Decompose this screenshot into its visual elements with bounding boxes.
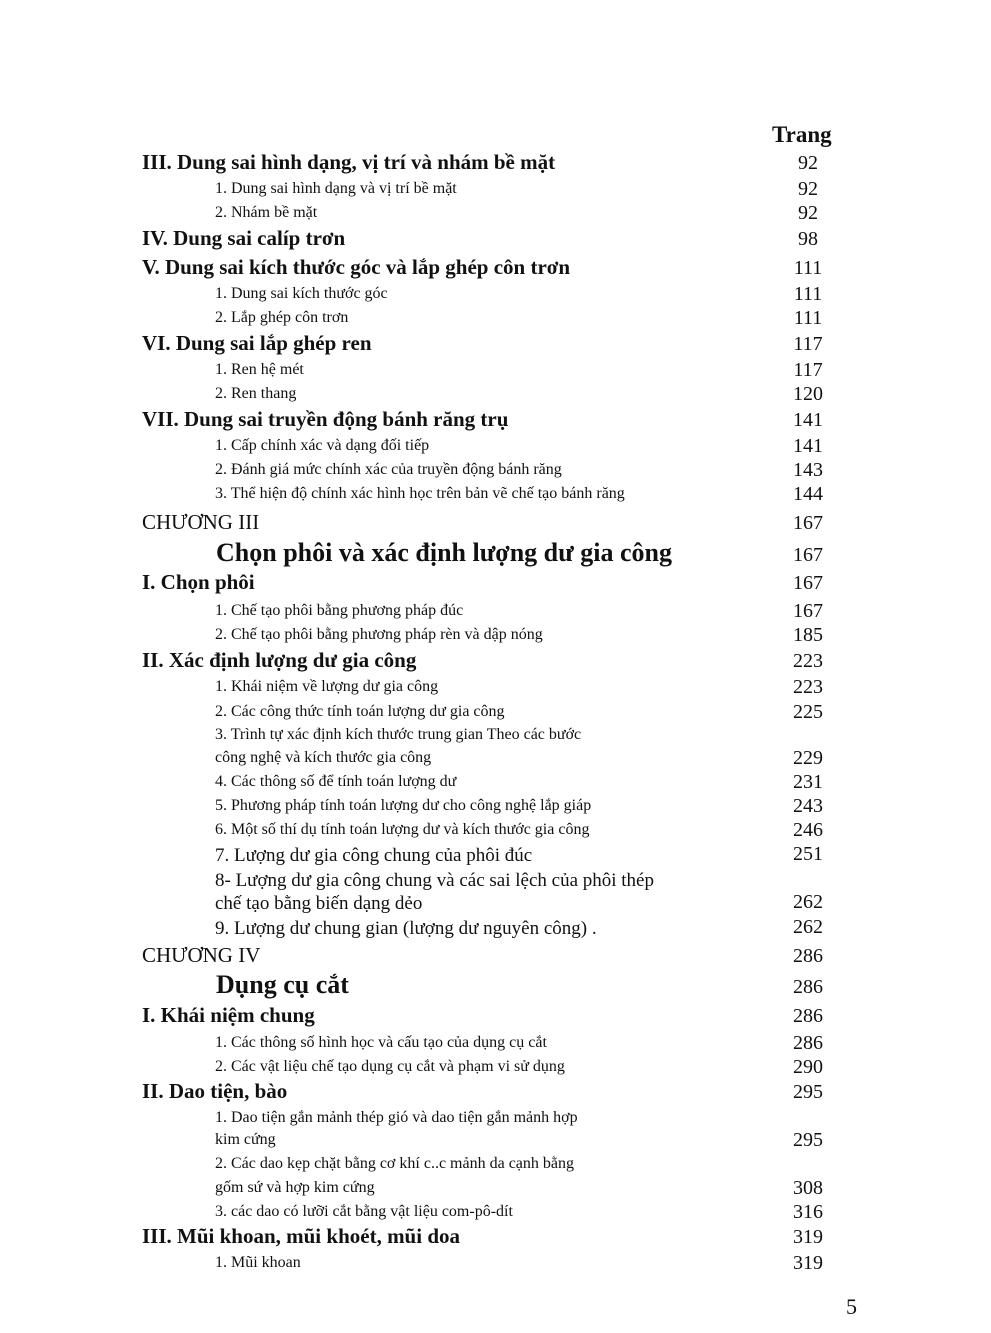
toc-entry-page: 111 bbox=[793, 257, 823, 279]
toc-entry-title: 1. Cấp chính xác và dạng đối tiếp bbox=[215, 437, 430, 454]
toc-entry-title: 2. Chế tạo phôi bằng phương pháp rèn và dập nóng bbox=[215, 626, 543, 643]
toc-entry-page: 92 bbox=[798, 178, 818, 200]
toc-page-header: Trang bbox=[772, 122, 832, 147]
toc-entry-title: 5. Phương pháp tính toán lượng dư cho công nghệ lắp giáp bbox=[215, 797, 592, 814]
toc-entry-title: Chọn phôi và xác định lượng dư gia công bbox=[216, 538, 672, 567]
toc-entry-title: 1. Dao tiện gắn mảnh thép gió và dao tiện gắn mảnh hợp bbox=[215, 1109, 578, 1126]
toc-entry-title: 2. Nhám bề mặt bbox=[215, 204, 318, 221]
toc-entry-title: Dụng cụ cắt bbox=[216, 970, 349, 999]
toc-entry-title: II. Dao tiện, bào bbox=[142, 1079, 288, 1103]
page-number: 5 bbox=[846, 1294, 857, 1319]
toc-entry-title: 6. Một số thí dụ tính toán lượng dư và kích thước gia công bbox=[215, 821, 590, 838]
toc-entry-page: 111 bbox=[793, 283, 823, 305]
toc-entry-title: II. Xác định lượng dư gia công bbox=[142, 648, 417, 672]
toc-entry-title: CHƯƠNG IV bbox=[142, 943, 261, 967]
toc-entry-title: 2. Các công thức tính toán lượng dư gia công bbox=[215, 703, 505, 720]
toc-entry-title: V. Dung sai kích thước góc và lắp ghép côn trơn bbox=[142, 255, 571, 279]
toc-entry-page: 319 bbox=[793, 1226, 823, 1248]
toc-entry-title: IV. Dung sai calíp trơn bbox=[142, 226, 346, 250]
toc-entry-title: I. Chọn phôi bbox=[142, 570, 255, 594]
toc-entry-title: 1. Dung sai hình dạng và vị trí bề mặt bbox=[215, 180, 457, 197]
toc-entry-page: 286 bbox=[793, 976, 823, 998]
toc-entry-page: 262 bbox=[793, 891, 823, 913]
toc-entry-page: 290 bbox=[793, 1056, 823, 1078]
toc-entry-title: 1. Chế tạo phôi bằng phương pháp đúc bbox=[215, 602, 464, 619]
toc-entry-title: 2. Đánh giá mức chính xác của truyền động bánh răng bbox=[215, 461, 562, 478]
toc-entry-title: 1. Khái niệm về lượng dư gia công bbox=[215, 678, 439, 695]
toc-entry-title: 2. Các vật liệu chế tạo dụng cụ cắt và phạm vi sử dụng bbox=[215, 1058, 565, 1075]
toc-entry-page: 141 bbox=[793, 409, 823, 431]
toc-entry-page: 295 bbox=[793, 1129, 823, 1151]
toc-entry-page: 185 bbox=[793, 624, 823, 646]
toc-entry-page: 98 bbox=[798, 228, 818, 250]
toc-entry-title: III. Mũi khoan, mũi khoét, mũi doa bbox=[142, 1224, 461, 1248]
toc-entry-title: công nghệ và kích thước gia công bbox=[215, 749, 432, 766]
toc-entry-page: 229 bbox=[793, 747, 823, 769]
toc-entry-page: 144 bbox=[793, 483, 823, 505]
toc-entry-page: 262 bbox=[793, 916, 823, 938]
toc-entry-title: VII. Dung sai truyền động bánh răng trụ bbox=[142, 407, 509, 431]
toc-entry-page: 246 bbox=[793, 819, 823, 841]
toc-entry-title: CHƯƠNG III bbox=[142, 510, 260, 534]
toc-entry-page: 111 bbox=[793, 307, 823, 329]
toc-entry-page: 223 bbox=[793, 650, 823, 672]
toc-entry-page: 117 bbox=[793, 359, 823, 381]
toc-entry-title: gốm sứ và hợp kim cứng bbox=[215, 1179, 375, 1196]
toc-entry-title: 8- Lượng dư gia công chung và các sai lệch của phôi thép bbox=[215, 870, 654, 891]
toc-entry-title: I. Khái niệm chung bbox=[142, 1003, 315, 1027]
toc-entry-title: 1. Các thông số hình học và cấu tạo của dụng cụ cắt bbox=[215, 1034, 547, 1051]
toc-entry-page: 243 bbox=[793, 795, 823, 817]
toc-entry-page: 316 bbox=[793, 1201, 823, 1223]
toc-entry-title: 2. Các dao kẹp chặt bằng cơ khí c..c mảnh da cạnh bằng bbox=[215, 1155, 574, 1172]
toc-entry-title: VI. Dung sai lắp ghép ren bbox=[142, 331, 372, 355]
toc-entry-title: 2. Ren thang bbox=[215, 385, 297, 402]
toc-entry-page: 319 bbox=[793, 1252, 823, 1274]
toc-entry-page: 225 bbox=[793, 701, 823, 723]
toc-entry-title: kim cứng bbox=[215, 1131, 276, 1148]
toc-entry-page: 231 bbox=[793, 771, 823, 793]
toc-entry-title: 3. Thể hiện độ chính xác hình học trên bản vẽ chế tạo bánh răng bbox=[215, 485, 625, 502]
toc-entry-page: 167 bbox=[793, 572, 823, 594]
toc-entry-title: 2. Lắp ghép côn trơn bbox=[215, 309, 349, 326]
toc-entry-page: 92 bbox=[798, 202, 818, 224]
toc-entry-page: 143 bbox=[793, 459, 823, 481]
toc-entry-page: 286 bbox=[793, 945, 823, 967]
toc-entry-page: 92 bbox=[798, 152, 818, 174]
toc-entry-title: 9. Lượng dư chung gian (lượng dư nguyên công) . bbox=[215, 918, 597, 939]
toc-entry-page: 308 bbox=[793, 1177, 823, 1199]
toc-entry-title: 1. Mũi khoan bbox=[215, 1254, 301, 1271]
toc-entry-page: 167 bbox=[793, 600, 823, 622]
toc-entry-page: 120 bbox=[793, 383, 823, 405]
toc-entry-page: 286 bbox=[793, 1032, 823, 1054]
toc-entry-title: 7. Lượng dư gia công chung của phôi đúc bbox=[215, 845, 533, 866]
toc-entry-title: 1. Ren hệ mét bbox=[215, 361, 304, 378]
toc-entry-page: 167 bbox=[793, 544, 823, 566]
toc-entry-page: 141 bbox=[793, 435, 823, 457]
toc-entry-page: 295 bbox=[793, 1081, 823, 1103]
toc-entry-page: 286 bbox=[793, 1005, 823, 1027]
toc-entry-page: 117 bbox=[793, 333, 823, 355]
toc-entry-title: 4. Các thông số để tính toán lượng dư bbox=[215, 773, 457, 790]
toc-entry-title: chế tạo bằng biến dạng dẻo bbox=[215, 893, 423, 914]
toc-entry-page: 223 bbox=[793, 676, 823, 698]
toc-entry-title: 3. các dao có lưỡi cắt bằng vật liệu com-pô-dít bbox=[215, 1203, 513, 1220]
toc-entry-page: 167 bbox=[793, 512, 823, 534]
toc-entry-title: 3. Trình tự xác định kích thước trung gian Theo các bước bbox=[215, 726, 582, 743]
toc-entry-title: III. Dung sai hình dạng, vị trí và nhám bề mặt bbox=[142, 150, 556, 174]
toc-entry-page: 251 bbox=[793, 843, 823, 865]
toc-entry-title: 1. Dung sai kích thước góc bbox=[215, 285, 388, 302]
